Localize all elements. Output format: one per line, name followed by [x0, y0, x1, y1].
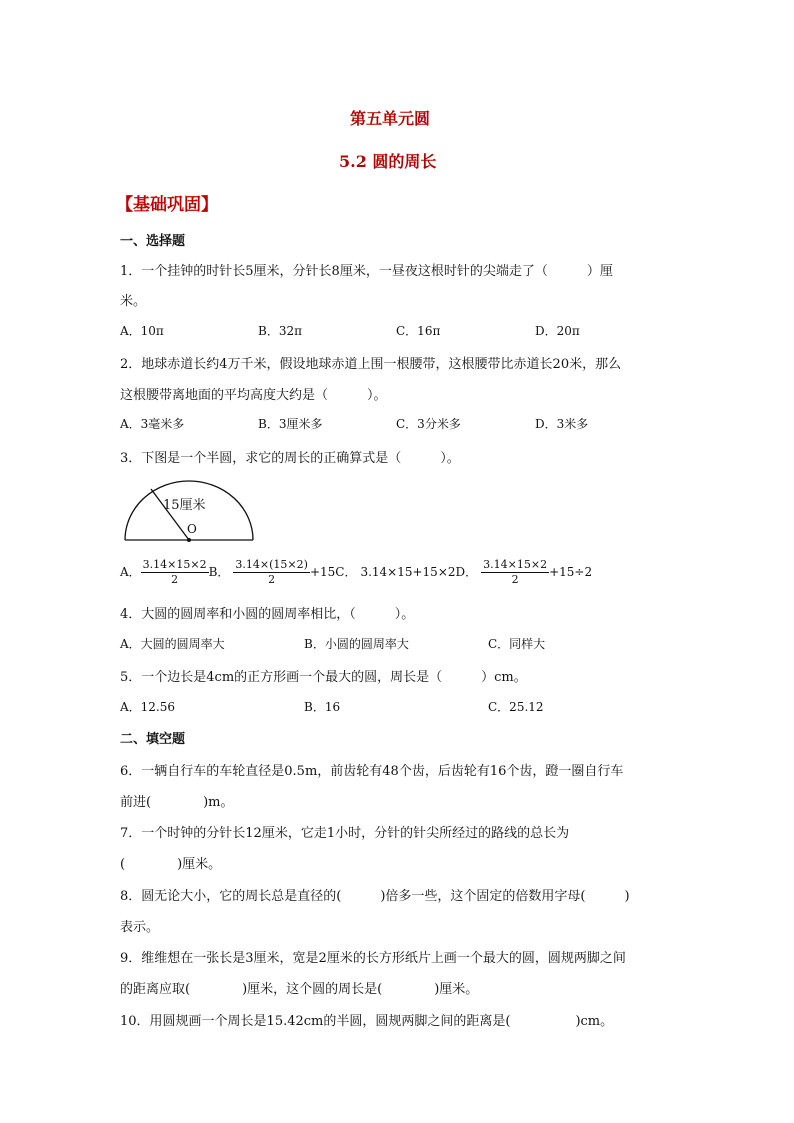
q2-line2: 这根腰带离地面的平均高度大约是（ ）。 — [120, 388, 387, 403]
q3-option-a-numerator: 3.14×15×2 — [142, 558, 207, 571]
q1-option-c: C．16π — [396, 324, 441, 338]
center-point — [187, 538, 191, 542]
part2-heading: 二、填空题 — [120, 732, 186, 747]
q3-option-b-denominator: 2 — [268, 573, 276, 586]
q6-line2: 前进( )m。 — [120, 795, 234, 810]
q3-line1: 3．下图是一个半圆，求它的周长的正确算式是（ ）。 — [120, 451, 460, 466]
q1-line2: 米。 — [120, 294, 147, 309]
unit-title: 第五单元圆 — [350, 109, 431, 128]
q3-option-b-tail: +15 — [309, 565, 336, 579]
q3-option-a-denominator: 2 — [171, 573, 179, 586]
q1-line1: 1．一个挂钟的时针长5厘米，分针长8厘米，一昼夜这根时针的尖端走了（ ）厘 — [120, 264, 613, 279]
q5-option-a: A．12.56 — [120, 700, 176, 714]
part1-heading: 一、选择题 — [120, 234, 186, 249]
q1-option-d: D．20π — [535, 324, 580, 338]
q3-option-d-numerator: 3.14×15×2 — [483, 558, 548, 571]
q9-line1: 9．维维想在一张长是3厘米，宽是2厘米的长方形纸片上画一个最大的圆，圆规两脚之间 — [120, 951, 626, 966]
q2-option-a: A．3毫米多 — [120, 417, 185, 431]
q4-option-c: C．同样大 — [488, 637, 546, 651]
q2-option-c: C．3分米多 — [396, 417, 461, 431]
q2-line1: 2．地球赤道长约4万千米，假设地球赤道上围一根腰带，这根腰带比赤道长20米，那么 — [120, 357, 622, 372]
section-label: 【基础巩固】 — [116, 195, 218, 215]
q4-option-a: A．大圆的圆周率大 — [120, 637, 225, 651]
center-label: O — [187, 522, 197, 536]
q3-option-c-expr: 3.14×15+15×2 — [360, 565, 456, 579]
q4-line1: 4．大圆的圆周率和小圆的圆周率相比，（ ）。 — [120, 607, 415, 622]
q5-option-b: B．16 — [304, 700, 341, 714]
q7-line2: ( )厘米。 — [120, 857, 222, 872]
q2-option-d: D．3米多 — [535, 417, 589, 431]
q8-line1: 8．圆无论大小，它的周长总是直径的( )倍多一些，这个固定的倍数用字母( ) — [120, 889, 630, 904]
q1-option-b: B．32π — [258, 324, 302, 338]
q8-line2: 表示。 — [120, 920, 160, 935]
q5-line1: 5．一个边长是4cm的正方形画一个最大的圆，周长是（ ）cm。 — [120, 670, 527, 685]
q3-options — [120, 556, 592, 588]
q9-line2: 的距离应取( )厘米，这个圆的周长是( )厘米。 — [120, 982, 479, 997]
q2-option-b: B．3厘米多 — [258, 417, 323, 431]
q3-option-d-fraction — [481, 558, 549, 587]
q3-option-a-fraction — [141, 558, 209, 587]
q3-option-b-fraction — [233, 558, 310, 587]
q3-option-c-label: C． — [335, 565, 357, 579]
lesson-title: 5.2 圆的周长 — [339, 152, 437, 171]
q4-option-b: B．小圆的圆周率大 — [304, 637, 409, 651]
q3-option-d-denominator: 2 — [511, 573, 519, 586]
q3-option-b-numerator: 3.14×(15×2) — [235, 558, 308, 571]
q3-option-a-label: A． — [120, 565, 141, 579]
radius-label: 15厘米 — [163, 498, 206, 513]
q1-option-a: A．10π — [120, 324, 164, 338]
q3-option-d-label: D． — [455, 565, 478, 579]
q3-option-b-label: B． — [208, 565, 230, 579]
q3-option-d-tail: +15÷2 — [549, 565, 593, 579]
q6-line1: 6．一辆自行车的车轮直径是0.5m，前齿轮有48个齿，后齿轮有16个齿，蹬一圈自行车 — [120, 764, 624, 779]
q10-line1: 10．用圆规画一个周长是15.42cm的半圆，圆规两脚之间的距离是( )cm。 — [120, 1014, 614, 1029]
q5-option-c: C．25.12 — [488, 700, 544, 714]
q7-line1: 7．一个时钟的分针长12厘米，它走1小时，分针的针尖所经过的路线的总长为 — [120, 826, 570, 841]
